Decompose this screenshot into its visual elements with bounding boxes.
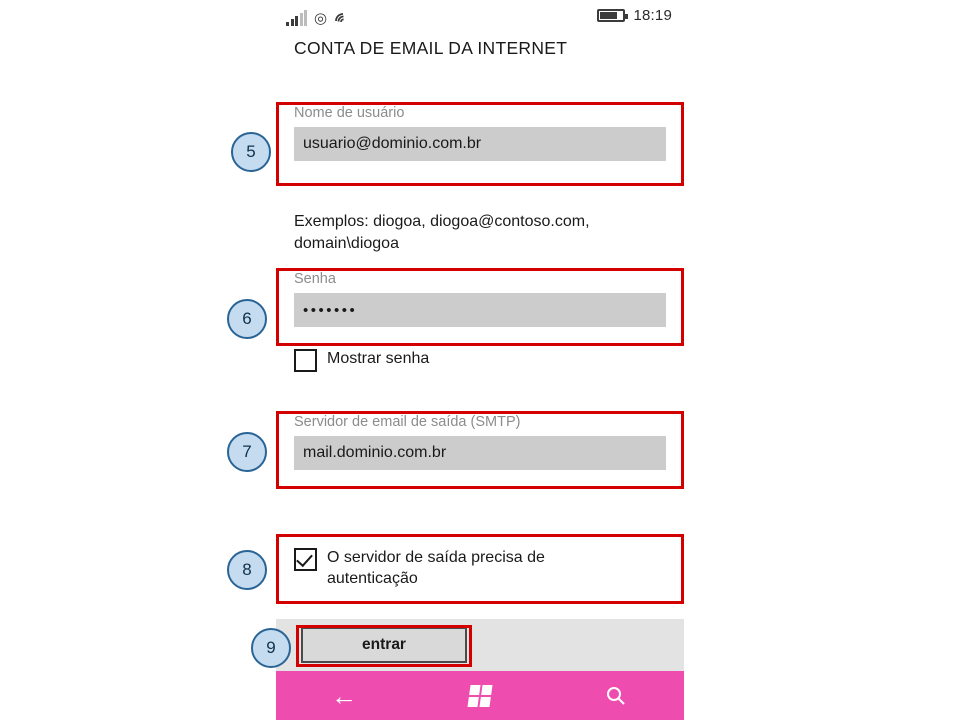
annotation-bubble-8: 8 [227, 550, 267, 590]
status-bar-left [286, 4, 350, 26]
navigation-bar [276, 671, 684, 720]
show-password-label: Mostrar senha [327, 350, 430, 367]
back-arrow-icon[interactable] [314, 676, 374, 716]
signin-row [276, 619, 684, 671]
windows-logo-shape [467, 685, 492, 707]
password-input[interactable]: ••••••• [294, 293, 666, 327]
show-password-checkbox[interactable] [294, 348, 429, 372]
status-bar-right [597, 7, 672, 24]
username-hint: Exemplos: diogoa, diogoa@contoso.com, domain\diogoa [294, 213, 590, 252]
roaming-icon: ◎ [314, 10, 328, 27]
smtp-field [294, 413, 666, 470]
smtp-auth-checkbox[interactable] [294, 547, 594, 589]
annotation-bubble-9: 9 [251, 628, 291, 668]
password-label: Senha [294, 271, 336, 287]
username-label: Nome de usuário [294, 105, 405, 121]
wifi-icon-svg [334, 9, 350, 23]
back-arrow-glyph: ← [331, 680, 357, 711]
signal-bars-icon [286, 12, 307, 26]
username-input[interactable]: usuario@dominio.com.br [294, 127, 666, 161]
search-icon[interactable] [586, 676, 646, 716]
status-bar [276, 0, 684, 30]
password-field [294, 270, 666, 327]
phone-screen [276, 0, 684, 720]
page-title: CONTA DE EMAIL DA INTERNET [294, 38, 568, 58]
annotation-bubble-6: 6 [227, 299, 267, 339]
clock: 18:19 [633, 6, 672, 24]
windows-start-icon[interactable] [450, 676, 510, 716]
annotation-bubble-5: 5 [231, 132, 271, 172]
battery-icon [597, 9, 625, 22]
smtp-label: Servidor de email de saída (SMTP) [294, 414, 521, 430]
search-icon-svg [605, 685, 627, 707]
checkbox-checked-icon[interactable] [294, 548, 317, 571]
annotation-bubble-7: 7 [227, 432, 267, 472]
checkbox-icon[interactable] [294, 349, 317, 372]
username-field [294, 104, 666, 161]
signin-button[interactable]: entrar [301, 627, 467, 663]
wifi-icon [334, 9, 350, 26]
smtp-auth-label: O servidor de saída precisa de autenticação [327, 549, 545, 587]
smtp-input[interactable]: mail.dominio.com.br [294, 436, 666, 470]
